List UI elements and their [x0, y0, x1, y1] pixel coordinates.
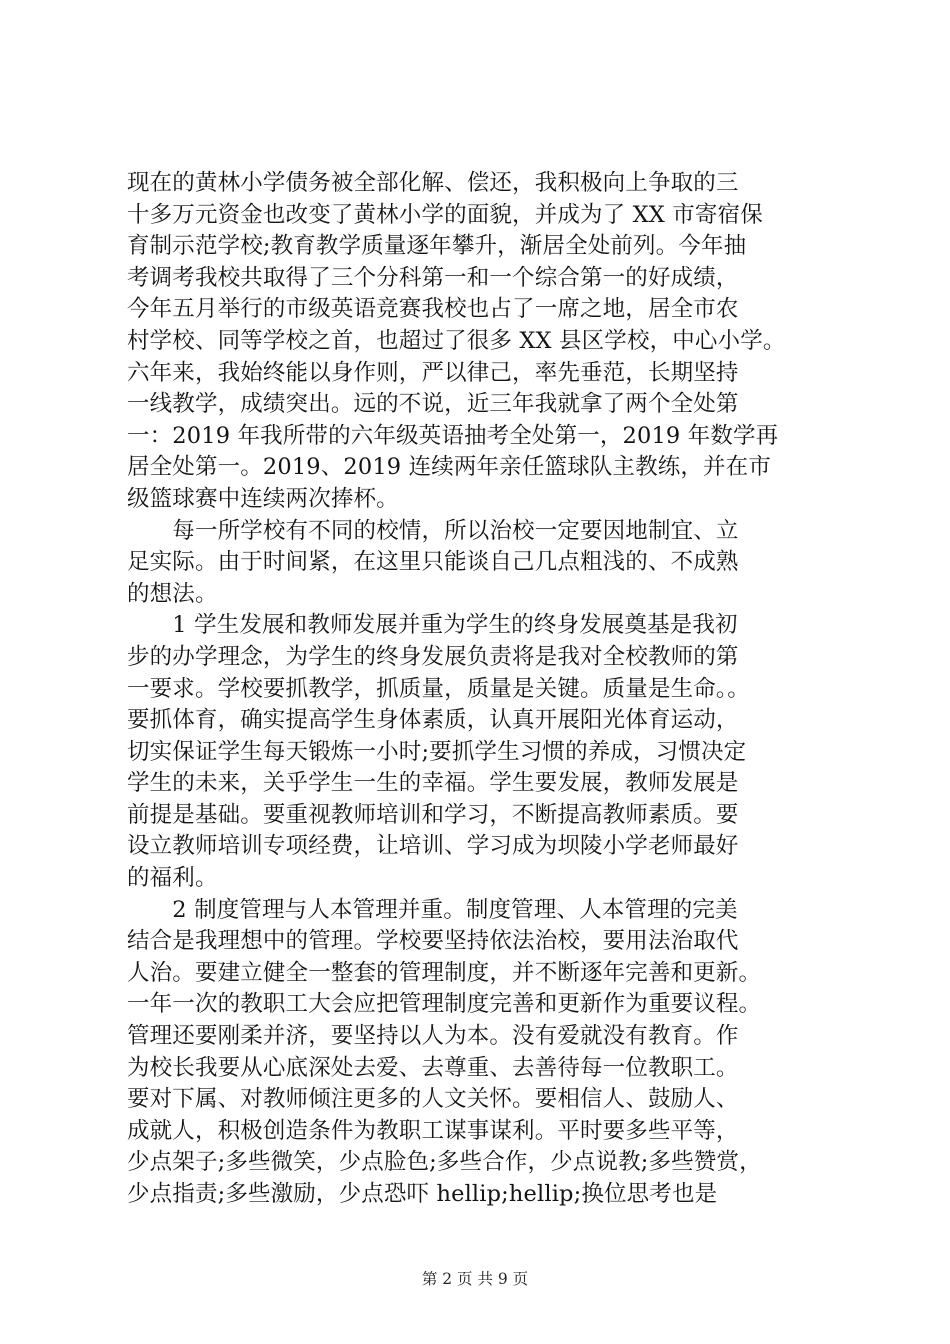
text-line: 的想法。: [127, 580, 218, 607]
text-line: 步的办学理念，为学生的终身发展负责将是我对全校教师的第: [127, 643, 739, 670]
text-line: 居全处第一。2019、2019 连续两年亲任篮球队主教练，并在市: [127, 454, 771, 481]
text-line: 2 制度管理与人本管理并重。制度管理、人本管理的完美: [127, 896, 738, 923]
text-line: 每一所学校有不同的校情，所以治校一定要因地制宜、立: [127, 517, 739, 544]
text-line: 少点架子;多些微笑，少点脸色;多些合作，少点说教;多些赞赏，: [127, 1149, 762, 1176]
text-line: 少点指责;多些激励，少点恐吓 hellip;hellip;换位思考也是: [127, 1181, 718, 1207]
text-line: 六年来，我始终能以身作则，严以律己，率先垂范，长期坚持: [127, 359, 739, 386]
text-line: 要对下属、对教师倾注更多的人文关怀。要相信人、鼓励人、: [127, 1086, 739, 1113]
text-line: 为校长我要从心底深处去爱、去尊重、去善待每一位教职工。: [127, 1054, 739, 1081]
text-line: 育制示范学校;教育教学质量逐年攀升，渐居全处前列。今年抽: [127, 233, 747, 260]
text-line: 现在的黄林小学债务被全部化解、偿还，我积极向上争取的三: [127, 170, 739, 196]
text-line: 一年一次的教职工大会应把管理制度完善和更新作为重要议程。: [127, 991, 762, 1018]
text-line: 结合是我理想中的管理。学校要坚持依法治校，要用法治取代: [127, 928, 739, 955]
text-line: 前提是基础。要重视教师培训和学习，不断提高教师素质。要: [127, 801, 739, 828]
text-line: 的福利。: [127, 865, 218, 892]
text-line: 1 学生发展和教师发展并重为学生的终身发展奠基是我初: [127, 612, 738, 639]
text-line: 一：2019 年我所带的六年级英语抽考全处第一，2019 年数学再: [127, 422, 779, 449]
text-line: 成就人，积极创造条件为教职工谋事谋利。平时要多些平等，: [127, 1117, 739, 1144]
text-line: 级篮球赛中连续两次捧杯。: [127, 485, 399, 512]
body-text: [127, 168, 837, 1211]
page-number-footer: 第 2 页 共 9 页: [421, 1270, 529, 1288]
text-line: 一要求。学校要抓教学，抓质量，质量是关键。质量是生命。。: [127, 675, 750, 702]
text-line: 一线教学，成绩突出。远的不说，近三年我就拿了两个全处第: [127, 391, 739, 418]
text-line: 切实保证学生每天锻炼一小时;要抓学生习惯的养成，习惯决定: [127, 738, 747, 765]
text-line: 管理还要刚柔并济，要坚持以人为本。没有爱就没有教育。作: [127, 1023, 739, 1050]
text-line: 设立教师培训专项经费，让培训、学习成为坝陵小学老师最好: [127, 833, 739, 860]
text-line: 十多万元资金也改变了黄林小学的面貌，并成为了 XX 市寄宿保: [127, 201, 763, 228]
text-line: 足实际。由于时间紧，在这里只能谈自己几点粗浅的、不成熟: [127, 549, 739, 576]
text-line: 今年五月举行的市级英语竞赛我校也占了一席之地，居全市农: [127, 296, 739, 323]
text-line: 人治。要建立健全一整套的管理制度，并不断逐年完善和更新。: [127, 959, 762, 986]
text-line: 考调考我校共取得了三个分科第一和一个综合第一的好成绩，: [127, 264, 739, 291]
text-line: 村学校、同等学校之首，也超过了很多 XX 县区学校，中心小学。: [127, 327, 786, 354]
text-line: 要抓体育，确实提高学生身体素质，认真开展阳光体育运动，: [127, 707, 739, 734]
text-line: 学生的未来，关乎学生一生的幸福。学生要发展，教师发展是: [127, 770, 739, 797]
